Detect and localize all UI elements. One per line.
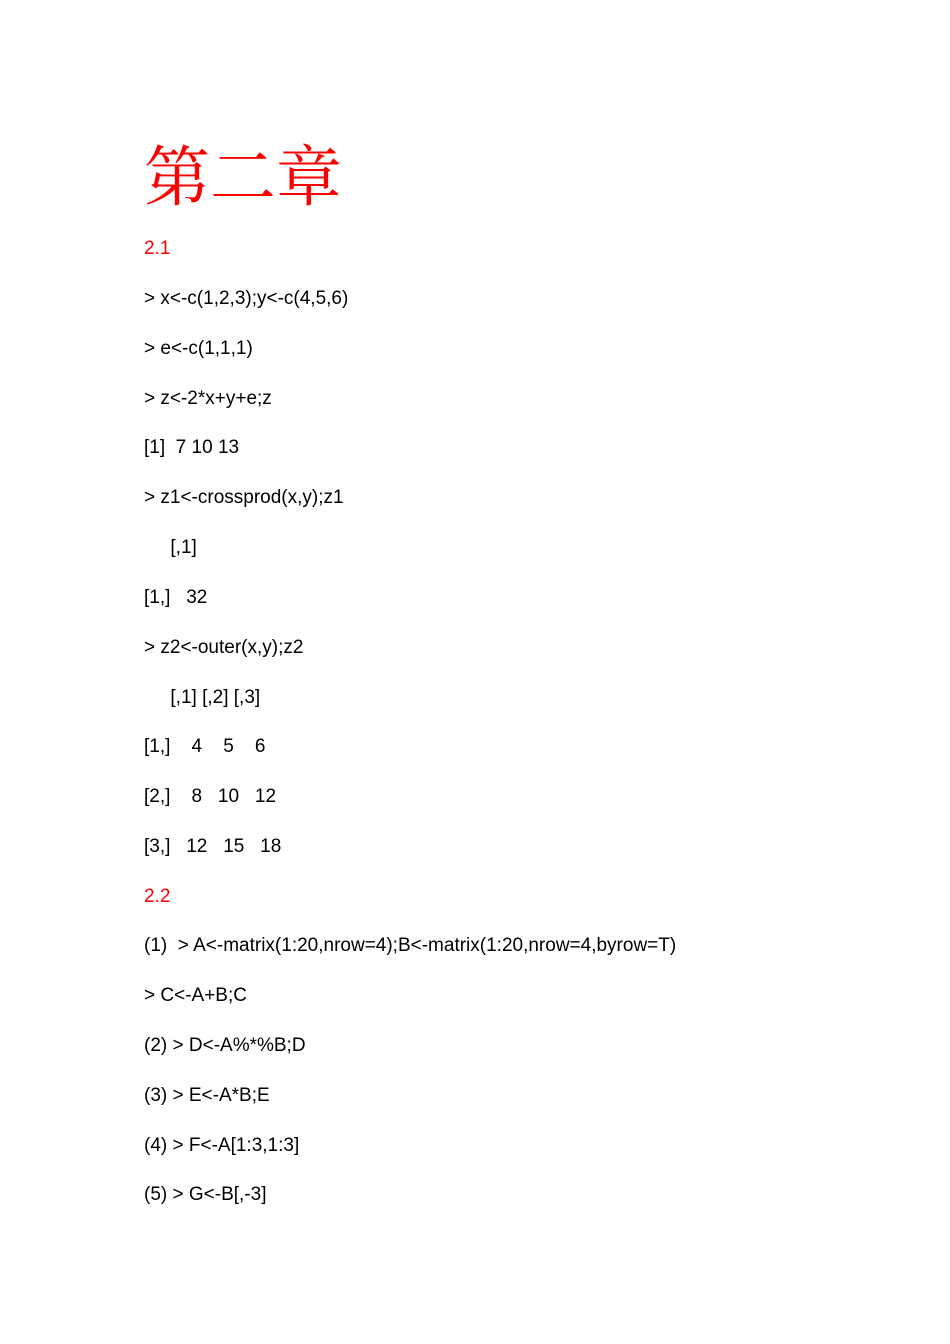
code-line: > z2<-outer(x,y);z2: [144, 637, 304, 658]
code-line: > C<-A+B;C: [144, 985, 247, 1006]
code-line: > x<-c(1,2,3);y<-c(4,5,6): [144, 288, 349, 309]
code-line: (2) > D<-A%*%B;D: [144, 1035, 306, 1056]
code-line: > e<-c(1,1,1): [144, 338, 253, 359]
section-heading-2-1: 2.1: [144, 238, 171, 259]
chapter-title: 第二章: [144, 139, 342, 216]
code-line: (5) > G<-B[,-3]: [144, 1184, 267, 1205]
code-line: (4) > F<-A[1:3,1:3]: [144, 1135, 300, 1156]
output-line: [1] 7 10 13: [144, 437, 240, 458]
output-line: [2,] 8 10 12: [144, 786, 277, 807]
code-line: (1) > A<-matrix(1:20,nrow=4);B<-matrix(1:20,nrow=4,byrow=T): [144, 935, 677, 956]
code-line: > z1<-crossprod(x,y);z1: [144, 487, 344, 508]
output-line: [1,] 32: [144, 587, 208, 608]
section-heading-2-2: 2.2: [144, 886, 171, 907]
output-line: [1,] 4 5 6: [144, 736, 266, 757]
code-line: (3) > E<-A*B;E: [144, 1085, 270, 1106]
code-line: > z<-2*x+y+e;z: [144, 388, 272, 409]
output-line: [,1]: [144, 537, 197, 558]
output-line: [3,] 12 15 18: [144, 836, 282, 857]
output-line: [,1] [,2] [,3]: [144, 687, 261, 708]
